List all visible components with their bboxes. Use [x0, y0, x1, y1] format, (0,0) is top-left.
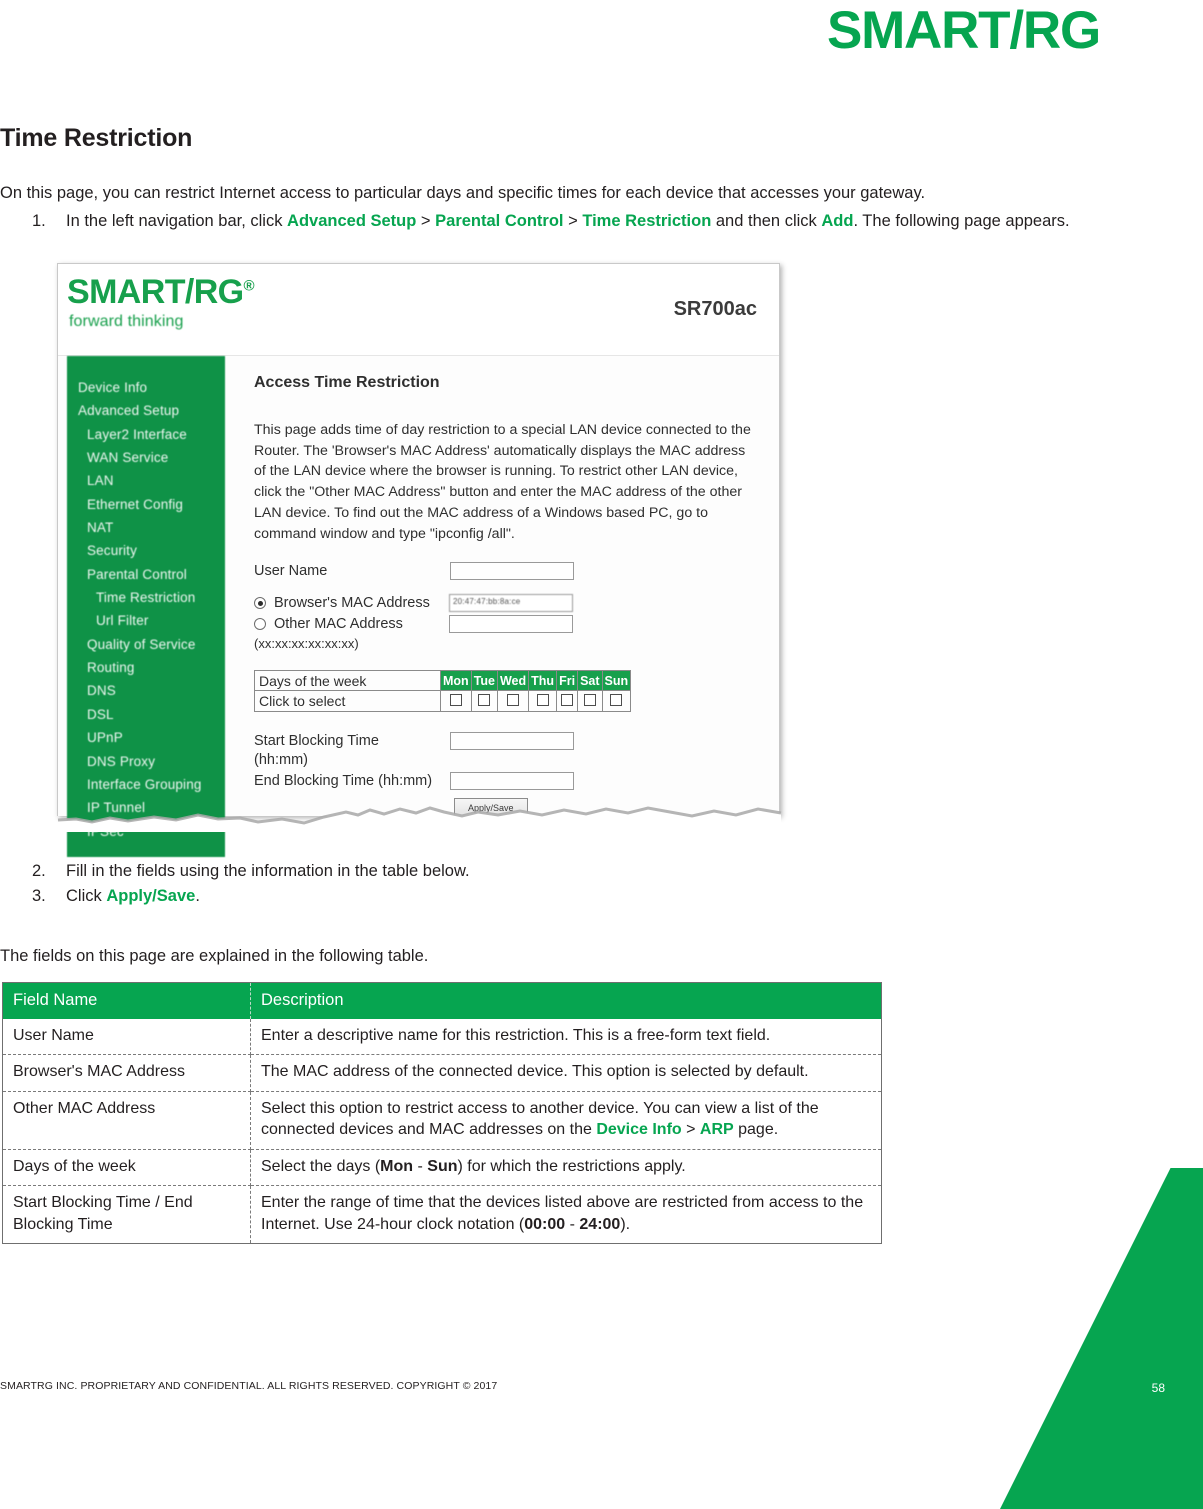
- nav-item-upnp[interactable]: UPnP: [87, 730, 123, 746]
- checkbox-mon-icon[interactable]: [450, 694, 462, 706]
- day-header-thu: Thu: [529, 671, 557, 691]
- field-desc-time-pre: Enter the range of time that the devices listed above are restricted from access to the Internet. Use 24-hour clock notation (: [261, 1194, 864, 1233]
- access-time-restriction-description: This page adds time of day restriction to a special LAN device connected to the Router. The 'Browser's MAC Address' automatically displays the MAC address of the LAN device where the browser is running. To restrict other LAN device, click the "Other MAC Address" button and enter the MAC address of the other LAN device. To find out the MAC address of a Windows based PC, go to command window and type "ipconfig /all".: [254, 422, 751, 542]
- nav-item-dsl[interactable]: DSL: [87, 706, 114, 722]
- nav-item-security[interactable]: Security: [87, 543, 137, 559]
- field-desc-blocking-time: [251, 1186, 882, 1244]
- nav-item-lan[interactable]: LAN: [87, 473, 114, 489]
- field-description-table: [2, 982, 882, 1244]
- field-desc-browser-mac: The MAC address of the connected device. This option is selected by default.: [251, 1055, 882, 1091]
- step-3-prefix: Click: [66, 887, 107, 906]
- browser-mac-input[interactable]: 20:47:47:bb:8a:ce: [449, 594, 573, 612]
- field-desc-days-pre: Select the days (: [261, 1157, 381, 1175]
- table-row: [3, 1019, 882, 1055]
- other-mac-label: Other MAC Address: [274, 616, 403, 633]
- click-to-select-label: Click to select: [255, 691, 441, 712]
- field-name-user-name: User Name: [3, 1019, 251, 1055]
- other-mac-input[interactable]: [449, 615, 573, 633]
- field-desc-days-post: ) for which the restrictions apply.: [457, 1157, 686, 1175]
- nav-item-advanced-setup[interactable]: Advanced Setup: [78, 403, 180, 419]
- router-main-panel: [254, 356, 764, 818]
- nav-item-dns-proxy[interactable]: DNS Proxy: [87, 753, 156, 769]
- nav-item-url-filter[interactable]: Url Filter: [96, 613, 149, 629]
- step-1-number: 1.: [32, 212, 46, 230]
- table-row: [3, 1149, 882, 1185]
- router-tagline: forward thinking: [69, 313, 184, 330]
- days-of-week-label: Days of the week: [255, 671, 441, 691]
- nav-item-dns[interactable]: DNS: [87, 683, 116, 699]
- footer-copyright: SMARTRG INC. PROPRIETARY AND CONFIDENTIAL. ALL RIGHTS RESERVED. COPYRIGHT © 2017: [0, 1380, 498, 1392]
- intro-paragraph: On this page, you can restrict Internet access to particular days and specific times for each device that accesses your gateway.: [0, 183, 926, 202]
- checkbox-fri-icon[interactable]: [561, 694, 573, 706]
- router-model-label: SR700ac: [673, 298, 757, 320]
- step-2: [0, 860, 1140, 883]
- user-name-input[interactable]: [450, 562, 574, 580]
- step-1-sep1: >: [416, 212, 436, 230]
- nav-item-ethernet-config[interactable]: Ethernet Config: [87, 496, 184, 512]
- day-header-sat: Sat: [578, 671, 602, 691]
- step-1-sep2: >: [563, 212, 583, 230]
- link-device-info[interactable]: Device Info: [596, 1121, 682, 1139]
- router-sidebar-nav[interactable]: [67, 356, 225, 857]
- page-header: [0, 0, 1203, 78]
- start-blocking-time-input[interactable]: [450, 732, 574, 750]
- value-sun: Sun: [427, 1157, 458, 1175]
- start-blocking-time-label-line2: (hh:mm): [254, 752, 308, 769]
- page-number: 58: [1151, 1381, 1165, 1395]
- link-advanced-setup[interactable]: Advanced Setup: [287, 212, 417, 230]
- router-topbar: [58, 264, 779, 356]
- mac-address-options: [254, 594, 764, 651]
- days-checkbox-row: [255, 691, 631, 712]
- link-apply-save[interactable]: Apply/Save: [106, 887, 196, 906]
- browser-mac-option-row[interactable]: [254, 594, 764, 612]
- user-name-label: User Name: [254, 563, 328, 580]
- field-desc-other-mac-pre: Select this option to restrict access to another device. You can view a list of the connected devices and MAC addresses on the: [261, 1099, 819, 1139]
- day-header-wed: Wed: [497, 671, 528, 691]
- torn-edge-decoration: [58, 806, 781, 832]
- checkbox-thu-icon[interactable]: [537, 694, 549, 706]
- field-table-header-description: Description: [251, 983, 882, 1020]
- start-blocking-time-row: [254, 732, 764, 770]
- field-name-days-of-week: Days of the week: [3, 1149, 251, 1185]
- field-name-blocking-time: Start Blocking Time / End Blocking Time: [3, 1186, 251, 1244]
- day-header-sun: Sun: [602, 671, 631, 691]
- value-time-end: 24:00: [579, 1215, 621, 1233]
- checkbox-wed-icon[interactable]: [507, 694, 519, 706]
- router-logo-text: SMART/RG: [67, 273, 244, 311]
- link-arp[interactable]: ARP: [699, 1121, 734, 1139]
- link-parental-control[interactable]: Parental Control: [435, 212, 564, 230]
- end-blocking-time-input[interactable]: [450, 772, 574, 790]
- start-blocking-time-label: [254, 732, 450, 770]
- day-cell-thu[interactable]: [529, 691, 557, 712]
- field-name-browser-mac: Browser's MAC Address: [3, 1055, 251, 1091]
- field-table-head: [3, 983, 882, 1020]
- day-header-mon: Mon: [441, 671, 472, 691]
- other-mac-option-row[interactable]: [254, 615, 764, 633]
- steps-list-part2: [0, 860, 1140, 911]
- table-row: [3, 1055, 882, 1091]
- router-ui-screenshot: [57, 263, 780, 830]
- day-cell-sun[interactable]: [602, 691, 631, 712]
- step-1-prefix: In the left navigation bar, click: [66, 212, 288, 230]
- checkbox-tue-icon[interactable]: [478, 694, 490, 706]
- registered-mark-icon: ®: [243, 277, 254, 295]
- field-desc-user-name: Enter a descriptive name for this restriction. This is a free-form text field.: [251, 1019, 882, 1055]
- browser-mac-radio-icon[interactable]: [254, 597, 266, 609]
- user-name-row: [254, 562, 764, 580]
- field-table-header-field-name: Field Name: [3, 983, 251, 1020]
- smartrg-logo: SMART/RG: [826, 1, 1100, 60]
- other-mac-radio-icon[interactable]: [254, 618, 266, 630]
- nav-item-routing[interactable]: Routing: [87, 660, 135, 676]
- nav-item-device-info[interactable]: Device Info: [78, 380, 148, 395]
- field-table-header-row: [3, 983, 882, 1020]
- steps-list-part1: [0, 210, 1140, 235]
- nav-item-time-restriction[interactable]: Time Restriction: [96, 590, 196, 606]
- link-time-restriction[interactable]: Time Restriction: [582, 212, 712, 230]
- step-3: [0, 885, 1140, 908]
- field-desc-days-mid: -: [413, 1157, 428, 1175]
- link-add[interactable]: Add: [821, 212, 854, 230]
- nav-item-parental-control[interactable]: Parental Control: [87, 566, 187, 582]
- nav-item-layer2-interface[interactable]: Layer2 Interface: [87, 426, 187, 442]
- day-header-fri: Fri: [557, 671, 578, 691]
- field-desc-days-of-week: [251, 1149, 882, 1185]
- start-blocking-time-label-line1: Start Blocking Time: [254, 733, 379, 750]
- day-header-tue: Tue: [471, 671, 497, 691]
- nav-item-quality-of-service[interactable]: Quality of Service: [87, 636, 196, 652]
- end-blocking-time-label: End Blocking Time (hh:mm): [254, 773, 433, 790]
- value-time-start: 00:00: [524, 1215, 566, 1233]
- step-3-suffix: .: [195, 887, 200, 906]
- page-title: Time Restriction: [0, 123, 193, 152]
- step-1-mid: and then click: [711, 212, 822, 230]
- step-2-text: Fill in the fields using the information in the table below.: [66, 862, 470, 880]
- value-mon: Mon: [380, 1157, 414, 1175]
- nav-item-interface-grouping[interactable]: Interface Grouping: [87, 776, 202, 792]
- day-cell-sat[interactable]: [578, 691, 602, 712]
- step-3-number: 3.: [32, 887, 46, 906]
- router-ui-frame: [57, 263, 780, 816]
- table-row: [3, 1091, 882, 1149]
- field-name-other-mac: Other MAC Address: [3, 1091, 251, 1149]
- nav-item-nat[interactable]: NAT: [87, 520, 114, 536]
- browser-mac-label: Browser's MAC Address: [274, 595, 430, 612]
- access-time-restriction-heading: Access Time Restriction: [254, 374, 440, 391]
- days-header-row: [255, 671, 631, 691]
- day-cell-fri[interactable]: [557, 691, 578, 712]
- corner-wedge-decoration: [1000, 1168, 1203, 1509]
- field-desc-time-post: ).: [620, 1215, 631, 1233]
- field-desc-other-mac: [251, 1091, 882, 1149]
- day-cell-mon[interactable]: [441, 691, 472, 712]
- router-logo: [67, 275, 254, 309]
- days-of-week-table: [254, 670, 631, 712]
- step-1: [0, 210, 1140, 233]
- step-1-suffix: . The following page appears.: [853, 212, 1070, 230]
- step-2-number: 2.: [32, 862, 46, 880]
- nav-item-ip-tunnel[interactable]: IP Tunnel: [87, 800, 146, 816]
- end-blocking-time-row: [254, 772, 764, 791]
- field-desc-other-mac-mid: >: [681, 1121, 700, 1139]
- checkbox-sat-icon[interactable]: [584, 694, 596, 706]
- checkbox-sun-icon[interactable]: [610, 694, 622, 706]
- field-table-body: [3, 1019, 882, 1244]
- day-cell-wed[interactable]: [497, 691, 528, 712]
- day-cell-tue[interactable]: [471, 691, 497, 712]
- table-intro-paragraph: The fields on this page are explained in the following table.: [0, 946, 429, 965]
- mac-format-hint: (xx:xx:xx:xx:xx:xx): [254, 636, 359, 652]
- field-desc-other-mac-post: page.: [733, 1121, 779, 1139]
- nav-item-wan-service[interactable]: WAN Service: [87, 450, 169, 466]
- table-row: [3, 1186, 882, 1244]
- field-desc-time-mid: -: [565, 1215, 580, 1233]
- apply-save-button[interactable]: Apply/Save: [454, 798, 528, 818]
